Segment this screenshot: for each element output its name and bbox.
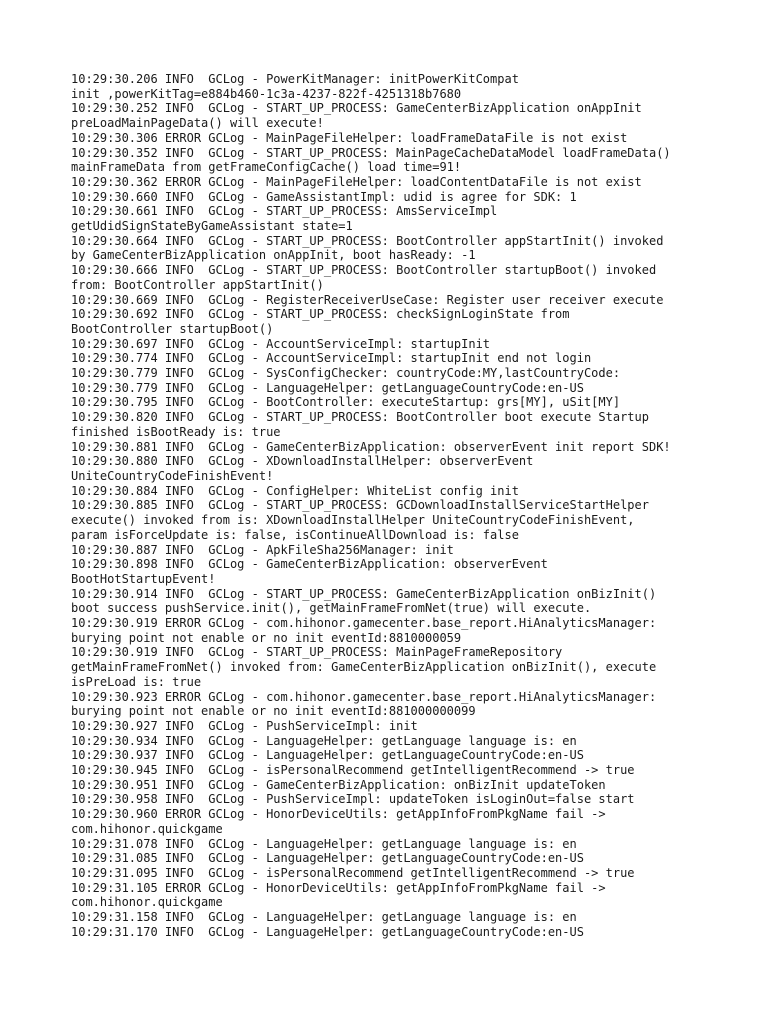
log-line: 10:29:30.923 ERROR GCLog - com.hihonor.gamecenter.base_report.HiAnalyticsManager:: [71, 689, 657, 704]
log-line: from: BootController appStartInit(): [71, 277, 324, 292]
log-line: 10:29:30.945 INFO GCLog - isPersonalRecommend getIntelligentRecommend -> true: [71, 763, 635, 778]
log-line: BootController startupBoot(): [71, 321, 274, 336]
log-line: com.hihonor.quickgame: [71, 821, 223, 836]
log-line: 10:29:30.664 INFO GCLog - START_UP_PROCESS: BootController appStartInit() invoked: [71, 233, 664, 248]
log-line: 10:29:30.927 INFO GCLog - PushServiceImpl: init: [71, 718, 418, 733]
log-line: 10:29:30.880 INFO GCLog - XDownloadInstallHelper: observerEvent: [71, 454, 534, 469]
log-line: 10:29:30.958 INFO GCLog - PushServiceImpl: updateToken isLoginOut=false start: [71, 792, 635, 807]
log-line: 10:29:30.666 INFO GCLog - START_UP_PROCESS: BootController startupBoot() invoked: [71, 263, 657, 278]
log-line: 10:29:30.881 INFO GCLog - GameCenterBizApplication: observerEvent init report SDK!: [71, 439, 671, 454]
log-line: 10:29:31.105 ERROR GCLog - HonorDeviceUtils: getAppInfoFromPkgName fail ->: [71, 880, 606, 895]
log-line: UniteCountryCodeFinishEvent!: [71, 468, 274, 483]
log-line: preLoadMainPageData() will execute!: [71, 116, 324, 131]
log-line: 10:29:30.692 INFO GCLog - START_UP_PROCESS: checkSignLoginState from: [71, 307, 570, 322]
log-line: 10:29:30.362 ERROR GCLog - MainPageFileHelper: loadContentDataFile is not exist: [71, 174, 642, 189]
log-line: 10:29:30.352 INFO GCLog - START_UP_PROCESS: MainPageCacheDataModel loadFrameData(): [71, 145, 671, 160]
log-line: 10:29:30.884 INFO GCLog - ConfigHelper: WhiteList config init: [71, 483, 519, 498]
log-line: 10:29:30.937 INFO GCLog - LanguageHelper: getLanguageCountryCode:en-US: [71, 748, 584, 763]
log-line: mainFrameData from getFrameConfigCache() load time=91!: [71, 160, 462, 175]
log-line: 10:29:30.795 INFO GCLog - BootController: executeStartup: grs[MY], uSit[MY]: [71, 395, 621, 410]
log-line: 10:29:30.914 INFO GCLog - START_UP_PROCESS: GameCenterBizApplication onBizInit(): [71, 586, 657, 601]
log-line: 10:29:30.206 INFO GCLog - PowerKitManager: initPowerKitCompat: [71, 72, 519, 86]
log-line: 10:29:30.898 INFO GCLog - GameCenterBizApplication: observerEvent: [71, 557, 548, 572]
log-line: 10:29:30.669 INFO GCLog - RegisterReceiverUseCase: Register user receiver execute: [71, 292, 664, 307]
log-line: 10:29:30.779 INFO GCLog - SysConfigChecker: countryCode:MY,lastCountryCode:: [71, 366, 621, 381]
log-line: 10:29:30.820 INFO GCLog - START_UP_PROCESS: BootController boot execute Startup: [71, 410, 649, 425]
log-line: burying point not enable or no init eventId:881000000099: [71, 704, 476, 719]
log-line: 10:29:30.887 INFO GCLog - ApkFileSha256Manager: init: [71, 542, 454, 557]
log-line: 10:29:30.661 INFO GCLog - START_UP_PROCESS: AmsServiceImpl: [71, 204, 498, 219]
log-line: 10:29:30.885 INFO GCLog - START_UP_PROCESS: GCDownloadInstallServiceStartHelper: [71, 498, 649, 513]
log-line: finished isBootReady is: true: [71, 424, 281, 439]
log-line: 10:29:30.951 INFO GCLog - GameCenterBizApplication: onBizInit updateToken: [71, 777, 606, 792]
log-line: boot success pushService.init(), getMainFrameFromNet(true) will execute.: [71, 601, 592, 616]
log-line: 10:29:31.158 INFO GCLog - LanguageHelper: getLanguage language is: en: [71, 910, 577, 925]
log-line: init ,powerKitTag=e884b460-1c3a-4237-822f-4251318b7680: [71, 86, 462, 101]
log-line: 10:29:30.252 INFO GCLog - START_UP_PROCESS: GameCenterBizApplication onAppInit: [71, 101, 642, 116]
log-line: by GameCenterBizApplication onAppInit, boot hasReady: -1: [71, 248, 476, 263]
log-line: burying point not enable or no init eventId:8810000059: [71, 630, 462, 645]
log-line: 10:29:31.095 INFO GCLog - isPersonalRecommend getIntelligentRecommend -> true: [71, 865, 635, 880]
log-line: 10:29:30.934 INFO GCLog - LanguageHelper: getLanguage language is: en: [71, 733, 577, 748]
log-line: 10:29:31.078 INFO GCLog - LanguageHelper: getLanguage language is: en: [71, 836, 577, 851]
log-line: 10:29:30.660 INFO GCLog - GameAssistantImpl: udid is agree for SDK: 1: [71, 189, 577, 204]
log-line: 10:29:30.919 INFO GCLog - START_UP_PROCESS: MainPageFrameRepository: [71, 645, 563, 660]
log-line: 10:29:31.085 INFO GCLog - LanguageHelper: getLanguageCountryCode:en-US: [71, 851, 584, 866]
log-line: 10:29:30.306 ERROR GCLog - MainPageFileHelper: loadFrameDataFile is not exist: [71, 130, 628, 145]
log-page: [71, 72, 751, 939]
log-line: getMainFrameFromNet() invoked from: GameCenterBizApplication onBizInit(), execute: [71, 660, 657, 675]
log-line: 10:29:30.697 INFO GCLog - AccountServiceImpl: startupInit: [71, 336, 491, 351]
log-line: 10:29:30.779 INFO GCLog - LanguageHelper: getLanguageCountryCode:en-US: [71, 380, 584, 395]
log-line: param isForceUpdate is: false, isContinueAllDownload is: false: [71, 527, 519, 542]
log-line: 10:29:31.170 INFO GCLog - LanguageHelper: getLanguageCountryCode:en-US: [71, 924, 584, 939]
log-line: execute() invoked from is: XDownloadInstallHelper UniteCountryCodeFinishEvent,: [71, 513, 635, 528]
log-line: 10:29:30.919 ERROR GCLog - com.hihonor.gamecenter.base_report.HiAnalyticsManager:: [71, 616, 657, 631]
log-line: BootHotStartupEvent!: [71, 571, 216, 586]
log-line: com.hihonor.quickgame: [71, 895, 223, 910]
log-line: 10:29:30.960 ERROR GCLog - HonorDeviceUtils: getAppInfoFromPkgName fail ->: [71, 807, 606, 822]
log-line: 10:29:30.774 INFO GCLog - AccountServiceImpl: startupInit end not login: [71, 351, 592, 366]
log-line: getUdidSignStateByGameAssistant state=1: [71, 219, 353, 234]
log-line: isPreLoad is: true: [71, 674, 202, 689]
